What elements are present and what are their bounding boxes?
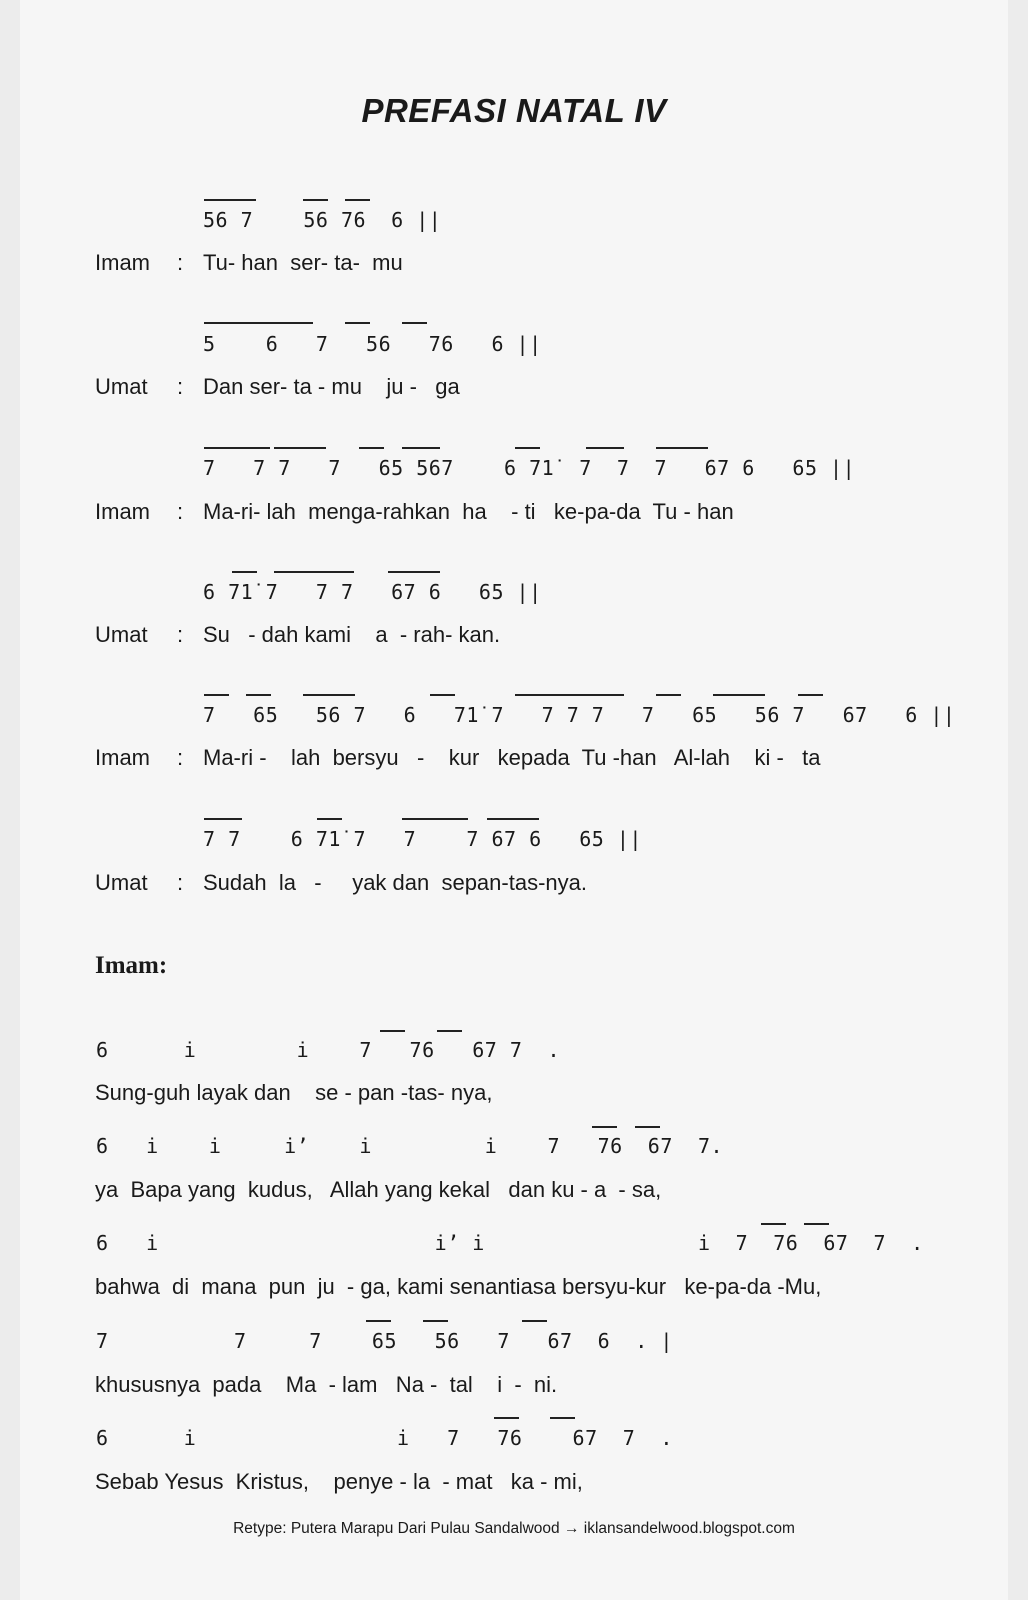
speaker-label: Umat xyxy=(95,374,148,399)
beam-line xyxy=(494,1417,519,1419)
beam-line xyxy=(232,571,257,573)
beam-line xyxy=(388,571,440,573)
beam-line xyxy=(345,199,370,201)
colon-separator: : xyxy=(177,622,184,647)
beam-line xyxy=(274,571,354,573)
beam-line xyxy=(303,199,328,201)
speaker-label: Imam xyxy=(95,745,150,770)
notation-line: 56 7 56 76 6 || xyxy=(203,208,442,232)
beam-line xyxy=(380,1030,405,1032)
speaker-label: Umat xyxy=(95,870,148,895)
lyric-line: Sudah la - yak dan sepan-tas-nya. xyxy=(203,870,587,895)
notation-line: 5 6 7 56 76 6 || xyxy=(203,332,542,356)
beam-line xyxy=(246,694,271,696)
section-heading: Imam: xyxy=(95,952,168,979)
notation-line: 6 i̇ i̇’ i̇ i̇ 7 76 67 7 . xyxy=(96,1231,924,1255)
beam-line xyxy=(204,694,229,696)
notation-line: 7 7 7 65 56 7 67 6 . | xyxy=(96,1329,673,1353)
footer-credit: Retype: Putera Marapu Dari Pulau Sandalwood → iklansandelwood.blogspot.com xyxy=(233,1520,795,1537)
beam-line xyxy=(204,818,242,820)
beam-line xyxy=(804,1223,829,1225)
page-title: PREFASI NATAL IV xyxy=(361,92,667,129)
beam-line xyxy=(437,1030,462,1032)
notation-line: 6 i̇ i̇ 7 76 67 7 . xyxy=(96,1426,673,1450)
beam-line xyxy=(274,447,326,449)
speaker-label: Umat xyxy=(95,622,148,647)
beam-line xyxy=(303,694,355,696)
beam-line xyxy=(423,1320,448,1322)
lyric-line: ya Bapa yang kudus, Allah yang kekal dan ku - a - sa, xyxy=(95,1177,662,1202)
notation-line: 7 7 7 7 65 567 6 71̇ 7 7 7 67 6 65 || xyxy=(203,456,856,480)
beam-line xyxy=(366,1320,391,1322)
beam-line xyxy=(204,447,270,449)
beam-line xyxy=(515,447,540,449)
beam-line xyxy=(204,199,256,201)
lyric-line: Tu- han ser- ta- mu xyxy=(203,250,403,275)
beam-line xyxy=(345,322,370,324)
beam-line xyxy=(798,694,823,696)
speaker-label: Imam xyxy=(95,499,150,524)
beam-line xyxy=(586,447,624,449)
beam-line xyxy=(656,694,681,696)
lyric-line: Ma-ri - lah bersyu - kur kepada Tu -han Al-lah ki - ta xyxy=(203,745,821,770)
beam-line xyxy=(402,322,427,324)
lyric-line: Ma-ri- lah menga-rahkan ha - ti ke-pa-da Tu - han xyxy=(203,499,734,524)
beam-line xyxy=(317,818,342,820)
lyric-line: khususnya pada Ma - lam Na - tal i - ni. xyxy=(95,1372,558,1397)
speaker-label: Imam xyxy=(95,250,150,275)
colon-separator: : xyxy=(177,499,184,524)
beam-line xyxy=(204,322,313,324)
notation-line: 7 7 6 71̇ 7 7 7 67 6 65 || xyxy=(203,827,642,851)
notation-line: 6 i̇ i̇ 7 76 67 7 . xyxy=(96,1038,561,1062)
colon-separator: : xyxy=(177,745,184,770)
page-background xyxy=(20,0,1008,1600)
notation-line: 6 i̇ i̇ i̇’ i̇ i̇ 7 76 67 7. xyxy=(96,1134,724,1158)
lyric-line: Dan ser- ta - mu ju - ga xyxy=(203,374,460,399)
notation-line: 7 65 56 7 6 71̇ 7 7 7 7 7 65 56 7 67 6 || xyxy=(203,703,956,727)
notation-line: 6 71̇ 7 7 7 67 6 65 || xyxy=(203,580,542,604)
beam-line xyxy=(713,694,765,696)
beam-line xyxy=(402,447,440,449)
lyric-line: bahwa di mana pun ju - ga, kami senantiasa bersyu-kur ke-pa-da -Mu, xyxy=(95,1274,822,1299)
beam-line xyxy=(656,447,708,449)
colon-separator: : xyxy=(177,374,184,399)
beam-line xyxy=(515,694,624,696)
colon-separator: : xyxy=(177,250,184,275)
beam-line xyxy=(487,818,539,820)
beam-line xyxy=(359,447,384,449)
lyric-line: Su - dah kami a - rah- kan. xyxy=(203,622,501,647)
colon-separator: : xyxy=(177,870,184,895)
beam-line xyxy=(550,1417,575,1419)
beam-line xyxy=(592,1126,617,1128)
lyric-line: Sung-guh layak dan se - pan -tas- nya, xyxy=(95,1080,493,1105)
beam-line xyxy=(402,818,468,820)
beam-line xyxy=(761,1223,786,1225)
beam-line xyxy=(522,1320,547,1322)
beam-line xyxy=(430,694,455,696)
beam-line xyxy=(635,1126,660,1128)
lyric-line: Sebab Yesus Kristus, penye - la - mat ka - mi, xyxy=(95,1469,583,1494)
